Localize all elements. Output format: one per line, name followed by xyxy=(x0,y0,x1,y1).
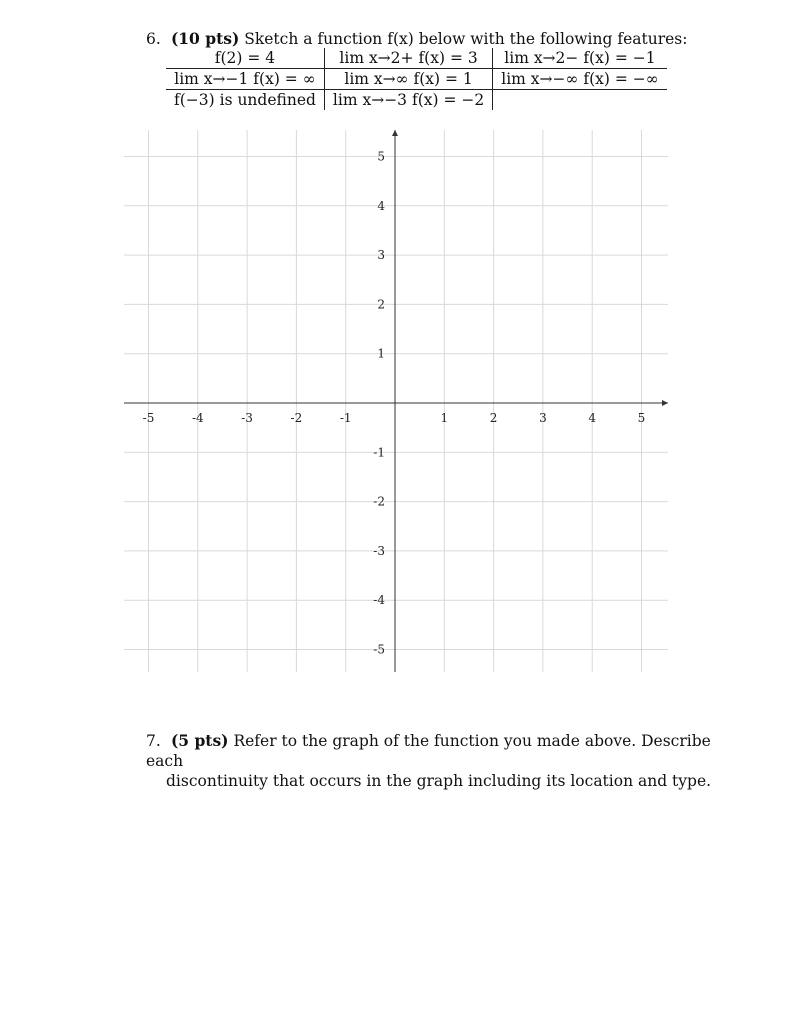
x-tick-label: 1 xyxy=(440,411,449,425)
x-tick-label: -4 xyxy=(191,411,204,425)
x-tick-label: -2 xyxy=(290,411,303,425)
condition-cell: lim x→2− f(x) = −1 xyxy=(493,48,667,69)
y-tick-label: 5 xyxy=(377,149,385,164)
x-tick-label: 5 xyxy=(637,411,646,425)
y-axis-arrow-icon xyxy=(392,130,398,136)
condition-cell: lim x→−∞ f(x) = −∞ xyxy=(493,69,667,90)
x-tick-label: -5 xyxy=(142,411,155,425)
y-tick-label: -1 xyxy=(373,445,385,460)
question-points: (10 pts) xyxy=(170,29,240,48)
y-tick-label: -5 xyxy=(373,642,385,657)
x-axis-tick-labels xyxy=(143,411,646,425)
condition-cell: lim x→2+ f(x) = 3 xyxy=(324,48,492,69)
y-tick-label: 4 xyxy=(377,198,385,213)
x-tick-label: -3 xyxy=(241,411,253,425)
condition-cell: lim x→−1 f(x) = ∞ xyxy=(166,69,324,90)
condition-cell: lim x→∞ f(x) = 1 xyxy=(324,69,492,90)
x-tick-label: -1 xyxy=(339,411,352,425)
question-text-line-2: discontinuity that occurs in the graph including its location and type. xyxy=(166,772,712,790)
question-text-line-1: Refer to the graph of the function you made above. Describe each xyxy=(146,732,711,770)
y-tick-label: -4 xyxy=(373,593,385,608)
y-tick-label: 3 xyxy=(377,248,385,263)
axes xyxy=(124,130,668,672)
y-tick-label: -3 xyxy=(373,543,385,558)
x-tick-label: 4 xyxy=(588,411,597,425)
condition-cell: f(−3) is undefined xyxy=(166,90,324,111)
question-7 xyxy=(146,731,746,791)
question-number: 7. xyxy=(146,732,161,750)
condition-cell: f(2) = 4 xyxy=(166,48,324,69)
x-axis-arrow-icon xyxy=(662,400,668,406)
condition-cell: lim x→−3 f(x) = −2 xyxy=(324,90,492,111)
x-tick-label: 2 xyxy=(489,411,498,425)
y-tick-label: 1 xyxy=(377,346,385,361)
x-tick-label: 3 xyxy=(539,411,547,425)
question-points: (5 pts) xyxy=(170,731,229,750)
grid-lines xyxy=(124,130,668,672)
y-tick-label: -2 xyxy=(373,494,385,509)
y-tick-label: 2 xyxy=(377,297,385,312)
question-number: 6. xyxy=(146,30,161,48)
question-prompt: Sketch a function f(x) below with the following features: xyxy=(244,30,688,48)
